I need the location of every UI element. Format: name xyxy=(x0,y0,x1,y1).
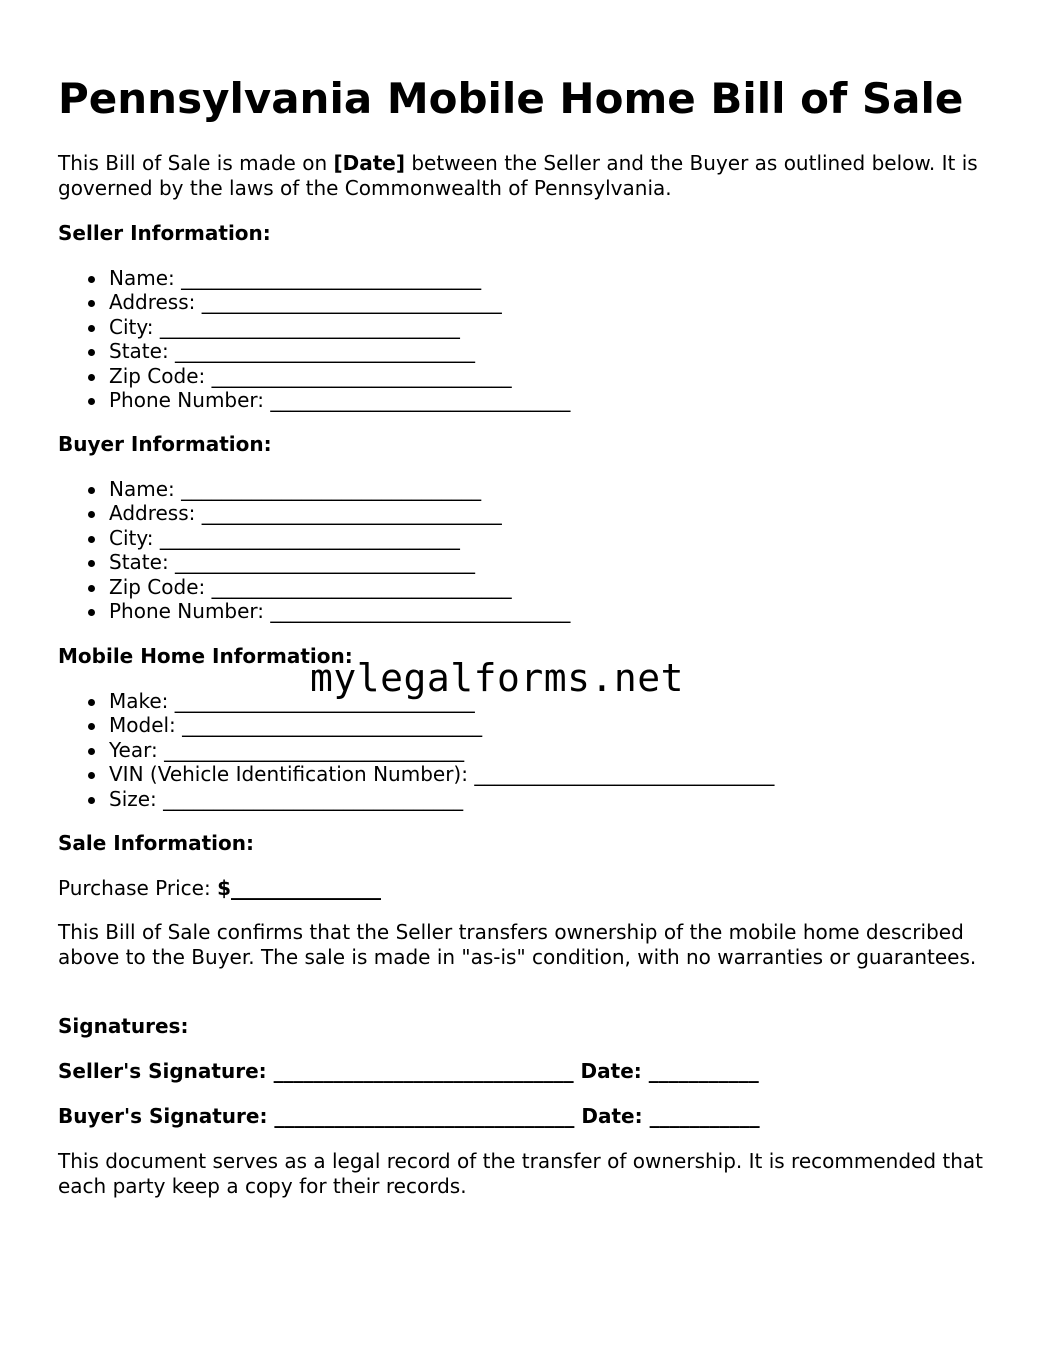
model-field[interactable]: Model: ______________________________ xyxy=(58,713,988,737)
sale-statement: This Bill of Sale confirms that the Seller transfers ownership of the mobile home described above to the Buyer. The sale is made in "as-is" condition, with no warranties or guarantees. xyxy=(58,920,977,969)
document-title: Pennsylvania Mobile Home Bill of Sale xyxy=(58,74,964,123)
buyer-state-field[interactable]: State: ______________________________ xyxy=(58,550,988,574)
seller-signature-line[interactable]: Seller's Signature: ______________________________ Date: ___________ xyxy=(58,1059,759,1083)
intro-paragraph xyxy=(58,151,988,200)
signatures-heading: Signatures: xyxy=(58,1014,189,1038)
seller-fields-list xyxy=(58,266,988,412)
seller-name-field[interactable]: Name: ______________________________ xyxy=(58,266,988,290)
buyer-phone-field[interactable]: Phone Number: ______________________________ xyxy=(58,599,988,623)
intro-text-end: between the Seller and the Buyer as outlined below. It is governed by the laws of the Commonwealth of Pennsylvania. xyxy=(58,151,978,200)
mobile-home-heading: Mobile Home Information: xyxy=(58,644,353,668)
mobile-home-list-container xyxy=(58,689,988,811)
watermark-text: mylegalforms.net xyxy=(310,656,685,700)
vin-field[interactable]: VIN (Vehicle Identification Number): ______________________________ xyxy=(58,762,988,786)
seller-heading: Seller Information: xyxy=(58,221,271,245)
size-field[interactable]: Size: ______________________________ xyxy=(58,787,988,811)
seller-phone-field[interactable]: Phone Number: ______________________________ xyxy=(58,388,988,412)
purchase-price-line xyxy=(58,876,988,901)
mobile-home-fields-list xyxy=(58,689,988,811)
buyer-name-field[interactable]: Name: ______________________________ xyxy=(58,477,988,501)
make-field[interactable]: Make: ______________________________ xyxy=(58,689,988,713)
closing-paragraph: This document serves as a legal record of the transfer of ownership. It is recommended that each party keep a copy for their records. xyxy=(58,1149,983,1198)
buyer-address-field[interactable]: Address: ______________________________ xyxy=(58,501,988,525)
purchase-price-field[interactable]: $_______________ xyxy=(217,876,381,900)
buyer-signature-line[interactable]: Buyer's Signature: ______________________________ Date: ___________ xyxy=(58,1104,760,1128)
purchase-price-label: Purchase Price: xyxy=(58,876,218,900)
buyer-zip-field[interactable]: Zip Code: ______________________________ xyxy=(58,575,988,599)
buyer-heading: Buyer Information: xyxy=(58,432,272,456)
seller-city-field[interactable]: City: ______________________________ xyxy=(58,315,988,339)
buyer-list-container xyxy=(58,477,988,623)
buyer-fields-list xyxy=(58,477,988,623)
sale-heading: Sale Information: xyxy=(58,831,254,855)
seller-state-field[interactable]: State: ______________________________ xyxy=(58,339,988,363)
buyer-city-field[interactable]: City: ______________________________ xyxy=(58,526,988,550)
intro-text-start: This Bill of Sale is made on xyxy=(58,151,334,175)
date-placeholder: [Date] xyxy=(333,151,405,175)
seller-address-field[interactable]: Address: ______________________________ xyxy=(58,290,988,314)
seller-zip-field[interactable]: Zip Code: ______________________________ xyxy=(58,364,988,388)
seller-list-container xyxy=(58,266,988,412)
year-field[interactable]: Year: ______________________________ xyxy=(58,738,988,762)
